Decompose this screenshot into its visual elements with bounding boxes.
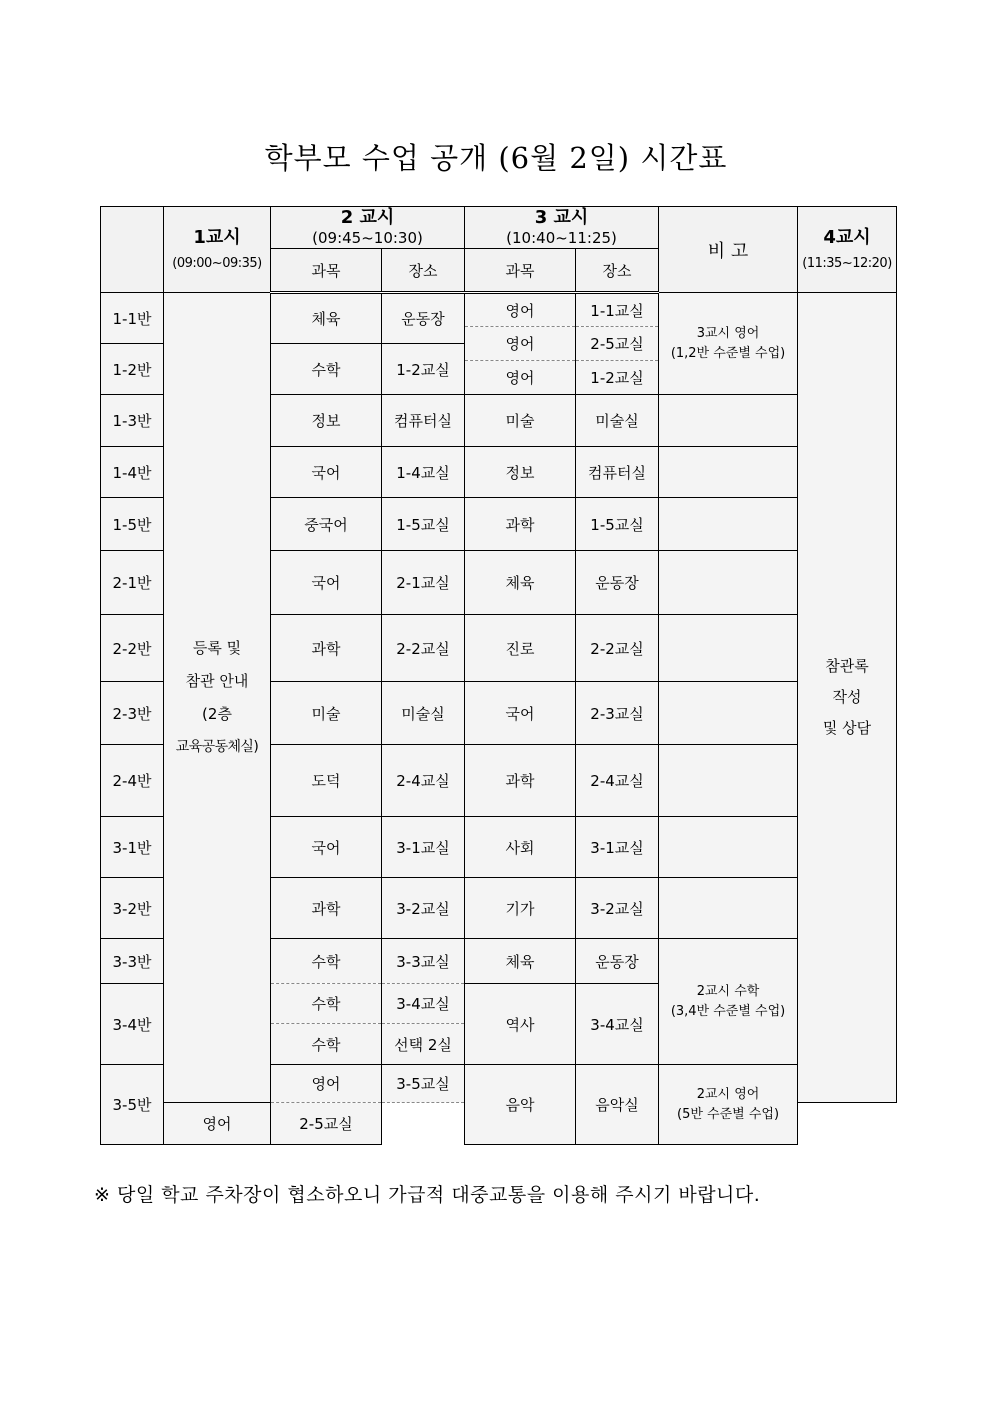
p3-subject: 영어 [465,293,576,327]
p2-place: 3-5교실 [382,1065,465,1103]
p3-subject: 미술 [465,395,576,447]
period1-label: 1교시 [193,227,241,248]
class-label: 1-3반 [101,395,164,447]
period4-header [798,207,897,293]
period4-cell [798,293,897,1103]
p2-place: 1-5교실 [382,498,465,551]
period2-label: 2 교시 [340,206,395,228]
p2-place: 3-4교실 [382,984,465,1024]
note-cell [659,395,798,447]
p2-subject: 수학 [271,984,382,1024]
p3-place: 1-1교실 [576,293,659,327]
corner-cell [101,207,164,293]
class-label: 1-5반 [101,498,164,551]
p3-subject: 영어 [465,327,576,361]
p3-place: 2-3교실 [576,682,659,745]
period4-line: 및 상담 [822,719,872,737]
class-label: 2-2반 [101,615,164,682]
p2-place: 1-4교실 [382,447,465,498]
footnote: ※ 당일 학교 주차장이 협소하오니 가급적 대중교통을 이용해 주시기 바랍니다. [94,1184,761,1206]
class-label: 1-2반 [101,344,164,395]
p2-subject: 국어 [271,551,382,615]
p3-subject: 사회 [465,817,576,878]
period4-line: 작성 [832,688,862,706]
p2-place: 2-5교실 [271,1103,382,1145]
p2-subject: 미술 [271,682,382,745]
p2-subject: 과학 [271,615,382,682]
period1-time: (09:00~09:35) [172,256,262,271]
class-label: 3-3반 [101,939,164,984]
p2-place: 미술실 [382,682,465,745]
period3-time: (10:40~11:25) [506,228,617,247]
period1-cell [164,293,271,1103]
note-line: 2교시 수학 [696,983,760,999]
class-label: 3-1반 [101,817,164,878]
class-label: 1-1반 [101,293,164,344]
period1-line: 교육공동체실) [175,738,259,755]
p3-place: 컴퓨터실 [576,447,659,498]
period1-header [164,207,271,293]
p3-place: 1-2교실 [576,361,659,395]
class-label: 3-2반 [101,878,164,939]
note-line: 2교시 영어 [696,1086,760,1102]
notes-header: 비 고 [659,207,798,293]
p3-place: 3-4교실 [576,984,659,1065]
p3-subject: 영어 [465,361,576,395]
timetable [100,206,897,1145]
class-label: 1-4반 [101,447,164,498]
class-label: 2-1반 [101,551,164,615]
p2-subject: 정보 [271,395,382,447]
period3-header [465,207,659,249]
p3-subject: 과학 [465,745,576,817]
p2-subject: 과학 [271,878,382,939]
page-title: 학부모 수업 공개 (6월 2일) 시간표 [264,141,728,175]
p2-subject: 체육 [271,293,382,344]
period2-place-header: 장소 [382,249,465,293]
p2-place: 2-2교실 [382,615,465,682]
note-cell [659,498,798,551]
note-cell [659,817,798,878]
period2-header [271,207,465,249]
note-line: (1,2반 수준별 수업) [670,345,786,361]
class-label: 2-4반 [101,745,164,817]
p2-subject: 국어 [271,447,382,498]
p2-subject: 수학 [271,1024,382,1065]
p3-place: 2-2교실 [576,615,659,682]
p2-place: 2-4교실 [382,745,465,817]
note-cell [659,551,798,615]
p3-place: 2-5교실 [576,327,659,361]
p2-place: 선택 2실 [382,1024,465,1065]
note-cell [659,615,798,682]
period2-subject-header: 과목 [271,249,382,293]
p2-subject: 영어 [164,1103,271,1145]
note-cell [659,1065,798,1145]
p3-subject: 국어 [465,682,576,745]
p3-subject: 과학 [465,498,576,551]
p3-place: 운동장 [576,939,659,984]
p3-place: 3-1교실 [576,817,659,878]
p2-place: 3-2교실 [382,878,465,939]
period1-line: (2층 [202,704,232,723]
p3-subject: 음악 [465,1065,576,1145]
p3-place: 2-4교실 [576,745,659,817]
note-line: (3,4반 수준별 수업) [670,1003,786,1019]
p2-place: 3-3교실 [382,939,465,984]
period3-subject-header: 과목 [465,249,576,293]
class-label: 2-3반 [101,682,164,745]
note-cell [659,682,798,745]
p3-subject: 체육 [465,551,576,615]
p2-place: 1-2교실 [382,344,465,395]
class-label: 3-5반 [101,1065,164,1145]
p3-subject: 체육 [465,939,576,984]
p2-place: 3-1교실 [382,817,465,878]
period3-place-header: 장소 [576,249,659,293]
note-cell [659,878,798,939]
period1-line: 등록 및 [192,638,242,657]
p3-place: 미술실 [576,395,659,447]
p2-subject: 중국어 [271,498,382,551]
p3-place: 음악실 [576,1065,659,1145]
p2-subject: 수학 [271,939,382,984]
p3-subject: 진로 [465,615,576,682]
p3-subject: 기가 [465,878,576,939]
p3-place: 운동장 [576,551,659,615]
note-line: 3교시 영어 [696,325,760,341]
period4-line: 참관록 [825,657,869,675]
p2-place: 2-1교실 [382,551,465,615]
note-cell [659,745,798,817]
note-cell [659,293,798,395]
p2-subject: 국어 [271,817,382,878]
p2-subject: 영어 [271,1065,382,1103]
p2-subject: 수학 [271,344,382,395]
period3-label: 3 교시 [534,206,589,228]
p2-place: 컴퓨터실 [382,395,465,447]
table-row [101,293,897,327]
note-cell [659,939,798,1065]
class-label: 3-4반 [101,984,164,1065]
period2-time: (09:45~10:30) [312,228,423,247]
p3-place: 1-5교실 [576,498,659,551]
p2-subject: 도덕 [271,745,382,817]
period4-label: 4교시 [823,227,871,248]
note-cell [659,447,798,498]
period1-line: 참관 안내 [185,671,249,690]
note-line: (5반 수준별 수업) [677,1106,780,1122]
p3-subject: 역사 [465,984,576,1065]
period4-time: (11:35~12:20) [802,256,892,271]
p3-subject: 정보 [465,447,576,498]
p2-place: 운동장 [382,293,465,344]
p3-place: 3-2교실 [576,878,659,939]
